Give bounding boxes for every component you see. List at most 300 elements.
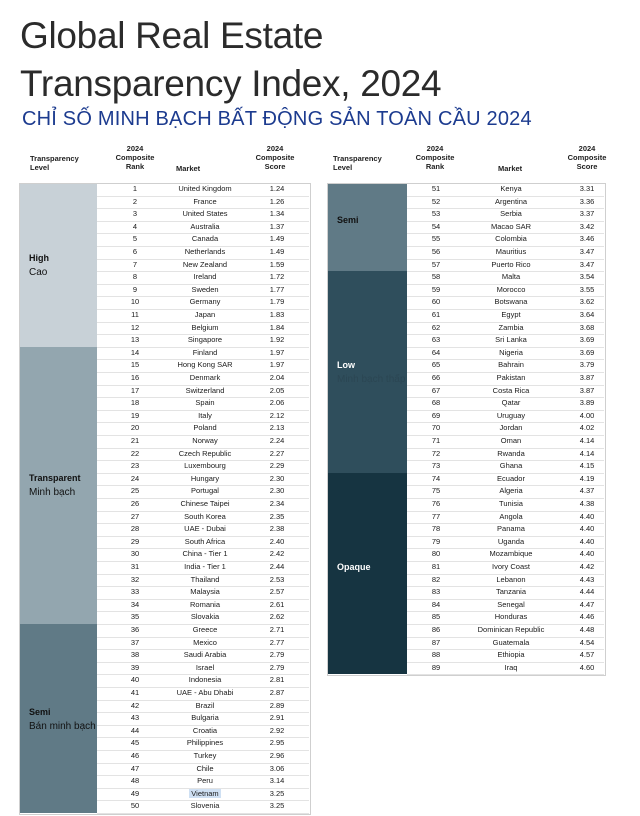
table-row [407, 385, 604, 399]
rank-cell: 64 [431, 347, 441, 357]
header-score-line: Composite [567, 153, 607, 162]
market-cell [159, 448, 251, 461]
rank-cell: 13 [130, 335, 140, 345]
market-cell [459, 322, 563, 335]
table-row [407, 548, 604, 562]
market-cell [159, 586, 251, 599]
market-name: Belgium [191, 322, 219, 332]
market-cell [159, 511, 251, 524]
market-cell [459, 435, 563, 448]
score-cell: 1.37 [269, 221, 285, 231]
group-label-en: Semi [29, 706, 51, 717]
table-row [407, 523, 604, 537]
rank-cell: 86 [431, 625, 441, 634]
market-name: Singapore [187, 335, 223, 345]
score-cell: 2.13 [269, 423, 285, 433]
market-cell [159, 561, 251, 574]
score-cell: 1.83 [269, 310, 285, 319]
score-cell: 2.38 [269, 524, 285, 534]
rank-cell: 78 [431, 524, 441, 534]
score-cell: 2.30 [269, 473, 285, 483]
market-name: Luxembourg [184, 461, 226, 471]
market-name: Qatar [501, 398, 521, 408]
score-cell: 3.89 [579, 398, 595, 408]
score-cell: 1.92 [269, 335, 285, 345]
rank-cell: 22 [130, 448, 140, 458]
header-score-line: Composite [255, 153, 295, 162]
table-row [97, 574, 309, 588]
market-cell [159, 460, 251, 473]
table-row [407, 611, 604, 625]
rank-cell: 6 [132, 247, 138, 256]
rank-cell: 25 [130, 486, 140, 496]
market-cell [459, 561, 563, 574]
market-name: France [193, 196, 217, 206]
market-cell [459, 422, 563, 435]
rank-cell: 87 [431, 637, 441, 647]
market-name: Croatia [192, 725, 218, 735]
market-name: Uruguay [496, 410, 526, 420]
market-name: Slovenia [190, 801, 220, 811]
group-label-en: Transparent [29, 473, 81, 484]
rank-cell: 53 [431, 209, 441, 219]
table-row [97, 435, 309, 449]
market-name: Honduras [494, 612, 528, 622]
header-score-line: 2024 [266, 144, 284, 153]
score-cell: 4.43 [579, 574, 595, 584]
header-rank-right [412, 144, 458, 171]
table-row [97, 611, 309, 625]
market-name: Kenya [500, 184, 522, 193]
market-cell [159, 725, 251, 738]
score-cell: 1.77 [269, 284, 285, 294]
table-row [97, 347, 309, 361]
market-cell [159, 775, 251, 788]
table-row [97, 410, 309, 424]
rank-cell: 52 [431, 196, 441, 206]
market-cell [159, 322, 251, 335]
score-cell: 3.69 [579, 335, 595, 345]
market-cell [459, 271, 563, 284]
score-cell: 4.42 [579, 562, 595, 571]
market-cell [159, 372, 251, 385]
table-row [407, 561, 604, 575]
rank-cell: 12 [130, 322, 140, 332]
market-cell [459, 347, 563, 360]
market-name: Romania [189, 599, 220, 609]
table-row [407, 309, 604, 323]
market-name: India - Tier 1 [184, 562, 226, 571]
market-name: Chile [196, 763, 214, 773]
score-cell: 2.87 [269, 688, 285, 697]
rank-cell: 35 [130, 612, 140, 622]
score-cell: 1.97 [269, 347, 285, 357]
market-cell [459, 385, 563, 398]
rank-cell: 46 [130, 751, 140, 760]
score-cell: 4.37 [579, 486, 595, 496]
rank-cell: 31 [130, 562, 140, 571]
group-label [337, 215, 359, 229]
group-label-en: Opaque [337, 561, 371, 572]
market-name: Tunisia [499, 499, 523, 508]
table-row [407, 460, 604, 474]
table-row [407, 233, 604, 247]
market-name: United States [182, 209, 228, 219]
score-cell: 2.27 [269, 448, 285, 458]
market-cell [159, 737, 251, 750]
market-cell [159, 334, 251, 347]
table-row [97, 183, 309, 197]
rank-cell: 54 [431, 221, 441, 231]
table-row [97, 372, 309, 386]
rank-cell: 32 [130, 574, 140, 584]
score-cell: 3.36 [579, 196, 595, 206]
table-row [407, 599, 604, 613]
rank-cell: 49 [130, 788, 140, 798]
market-cell [159, 599, 251, 612]
score-cell: 3.87 [579, 385, 595, 395]
score-cell: 3.69 [579, 347, 595, 357]
market-name: Algeria [499, 486, 523, 496]
market-cell [159, 347, 251, 360]
group-band-semi [327, 183, 407, 271]
score-cell: 3.64 [579, 310, 595, 319]
score-cell: 2.57 [269, 587, 285, 597]
market-cell [459, 334, 563, 347]
table-row [407, 397, 604, 411]
score-cell: 3.42 [579, 221, 595, 231]
score-cell: 4.46 [579, 612, 595, 622]
market-name: Dominican Republic [477, 625, 545, 634]
table-row [407, 511, 604, 525]
market-name: Iraq [504, 662, 518, 672]
table-row [407, 271, 604, 285]
header-market-right: Market [498, 164, 523, 173]
market-name: Sweden [191, 284, 219, 294]
market-name: Ghana [499, 461, 523, 471]
market-cell [459, 498, 563, 511]
market-name: Zambia [498, 322, 524, 332]
score-cell: 4.02 [579, 423, 595, 433]
table-row [97, 334, 309, 348]
rank-cell: 44 [130, 725, 140, 735]
rank-cell: 27 [130, 511, 140, 521]
table-row [97, 662, 309, 676]
score-cell: 4.40 [579, 524, 595, 534]
header-score-right [564, 144, 610, 171]
rank-cell: 89 [431, 662, 441, 672]
market-cell [459, 183, 563, 196]
market-cell [159, 435, 251, 448]
rank-cell: 36 [130, 625, 140, 634]
score-cell: 2.42 [269, 549, 285, 559]
header-rank-line: Rank [125, 162, 145, 171]
market-name: Czech Republic [178, 448, 232, 458]
market-cell [459, 259, 563, 272]
table-row [97, 233, 309, 247]
market-cell [159, 397, 251, 410]
market-cell [159, 183, 251, 196]
rank-cell: 66 [431, 373, 441, 382]
rank-cell: 42 [130, 700, 140, 710]
market-name: Brazil [195, 700, 215, 710]
score-cell: 4.40 [579, 511, 595, 521]
table-row [97, 309, 309, 323]
group-label [29, 707, 96, 732]
score-cell: 1.72 [269, 272, 285, 282]
rank-cell: 88 [431, 650, 441, 660]
rank-cell: 72 [431, 448, 441, 458]
rank-cell: 70 [431, 423, 441, 433]
header-score-line: 2024 [578, 144, 596, 153]
market-name: Finland [192, 347, 218, 357]
market-name: Angola [499, 511, 523, 521]
market-name: Philippines [186, 738, 224, 748]
group-label-en: Low [337, 359, 355, 370]
market-name: Mexico [193, 637, 217, 647]
market-name: Mauritius [495, 247, 527, 256]
market-cell [459, 624, 563, 637]
table-row [97, 674, 309, 688]
group-label-vi: Bán minh bạch [29, 720, 96, 732]
rank-cell: 57 [431, 259, 441, 269]
market-name: Ecuador [497, 473, 525, 483]
market-cell [159, 574, 251, 587]
rank-cell: 58 [431, 272, 441, 282]
score-cell: 1.24 [269, 184, 285, 193]
rank-cell: 39 [130, 662, 140, 672]
score-cell: 2.05 [269, 385, 285, 395]
rank-cell: 15 [130, 360, 140, 370]
rank-cell: 50 [130, 801, 140, 811]
rank-cell: 33 [130, 587, 140, 597]
table-row [97, 385, 309, 399]
header-rank-line: Rank [425, 162, 445, 171]
score-cell: 2.77 [269, 637, 285, 647]
market-cell [459, 448, 563, 461]
rank-cell: 19 [130, 410, 140, 420]
rank-cell: 74 [431, 473, 441, 483]
score-cell: 3.14 [269, 776, 285, 786]
score-cell: 2.79 [269, 662, 285, 672]
table-row [407, 259, 604, 273]
market-cell [459, 246, 563, 259]
market-name: Jordan [499, 423, 523, 433]
score-cell: 3.68 [579, 322, 595, 332]
market-cell [159, 271, 251, 284]
page-title [20, 12, 441, 108]
table-row [97, 775, 309, 789]
rank-cell: 83 [431, 587, 441, 597]
header-rank-left [112, 144, 158, 171]
table-row [407, 637, 604, 651]
table-row [407, 246, 604, 260]
rank-cell: 69 [431, 410, 441, 420]
header-score-line: Score [264, 162, 286, 171]
market-cell [159, 296, 251, 309]
score-cell: 1.49 [269, 234, 285, 244]
table-row [407, 284, 604, 298]
market-name: Argentina [494, 196, 528, 206]
score-cell: 3.55 [579, 284, 595, 294]
table-row [97, 271, 309, 285]
score-cell: 2.79 [269, 650, 285, 660]
rank-cell: 21 [130, 436, 140, 445]
table-row [407, 485, 604, 499]
rank-cell: 37 [130, 637, 140, 647]
market-name: Bahrain [498, 360, 524, 370]
table-row [407, 183, 604, 197]
table-row [407, 410, 604, 424]
header-rank-line: 2024 [126, 144, 144, 153]
score-cell: 4.48 [579, 625, 595, 634]
table-row [97, 196, 309, 210]
market-name: China - Tier 1 [182, 549, 228, 559]
score-cell: 4.47 [579, 599, 595, 609]
market-cell [459, 233, 563, 246]
market-name: Greece [192, 625, 218, 634]
market-cell [159, 422, 251, 435]
score-cell: 2.40 [269, 536, 285, 546]
score-cell: 2.81 [269, 675, 285, 685]
market-name: Denmark [189, 373, 221, 382]
score-cell: 3.06 [269, 763, 285, 773]
rank-cell: 73 [431, 461, 441, 471]
header-rank-line: Composite [415, 153, 455, 162]
market-name: Egypt [501, 310, 521, 319]
market-cell [459, 196, 563, 209]
score-cell: 4.14 [579, 436, 595, 445]
rank-cell: 79 [431, 536, 441, 546]
table-row [97, 322, 309, 336]
table-row [407, 196, 604, 210]
score-cell: 2.89 [269, 700, 285, 710]
table-row [407, 359, 604, 373]
rank-cell: 62 [431, 322, 441, 332]
market-name: Vietnam [191, 788, 219, 798]
market-cell [159, 687, 251, 700]
market-cell [459, 485, 563, 498]
rank-cell: 28 [130, 524, 140, 534]
market-name: Macao SAR [490, 221, 532, 231]
score-cell: 4.19 [579, 473, 595, 483]
market-cell [159, 259, 251, 272]
group-band-transparent [19, 347, 97, 624]
group-label [337, 562, 371, 576]
market-cell [159, 221, 251, 234]
score-cell: 2.61 [269, 599, 285, 609]
score-cell: 3.62 [579, 297, 595, 307]
market-name: Tanzania [495, 587, 527, 597]
market-name: South Africa [184, 536, 226, 546]
rank-cell: 23 [130, 461, 140, 471]
rank-cell: 84 [431, 599, 441, 609]
market-name: Sri Lanka [495, 335, 527, 345]
market-cell [159, 712, 251, 725]
table-row [97, 737, 309, 751]
market-name: Italy [198, 410, 212, 420]
market-cell [159, 750, 251, 763]
market-cell [159, 536, 251, 549]
table-row [97, 359, 309, 373]
table-row [97, 246, 309, 260]
table-row [97, 712, 309, 726]
table-row [97, 448, 309, 462]
rank-cell: 26 [130, 499, 140, 508]
rank-cell: 18 [130, 398, 140, 408]
score-cell: 2.04 [269, 373, 285, 382]
market-cell [459, 611, 563, 624]
table-row [407, 498, 604, 512]
score-cell: 4.15 [579, 461, 595, 471]
header-score-left [252, 144, 298, 171]
score-cell: 2.62 [269, 612, 285, 622]
market-cell [459, 649, 563, 662]
score-cell: 1.34 [269, 209, 285, 219]
market-cell [459, 309, 563, 322]
rank-cell: 1 [132, 184, 138, 193]
rank-cell: 29 [130, 536, 140, 546]
rank-cell: 82 [431, 574, 441, 584]
market-cell [159, 233, 251, 246]
header-level-line: Transparency [333, 154, 382, 163]
score-cell: 3.79 [579, 360, 595, 370]
market-name: Uganda [497, 536, 525, 546]
rank-cell: 80 [431, 549, 441, 559]
market-cell [159, 649, 251, 662]
market-name: Switzerland [185, 385, 225, 395]
score-cell: 3.87 [579, 373, 595, 382]
market-cell [459, 410, 563, 423]
rank-cell: 60 [431, 297, 441, 307]
market-name: Israel [195, 662, 215, 672]
market-cell [459, 473, 563, 486]
table-row [97, 637, 309, 651]
group-band-opaque [327, 473, 407, 675]
market-cell [159, 637, 251, 650]
table-row [97, 523, 309, 537]
market-cell [159, 763, 251, 776]
rank-cell: 9 [132, 284, 138, 294]
score-cell: 2.96 [269, 751, 285, 760]
group-label-vi: Minh bạch [29, 487, 76, 499]
score-cell: 2.12 [269, 410, 285, 420]
table-row [407, 372, 604, 386]
market-name: Puerto Rico [491, 259, 531, 269]
market-cell [159, 359, 251, 372]
market-name: Bulgaria [191, 713, 219, 723]
market-name: Morocco [496, 284, 526, 294]
score-cell: 3.54 [579, 272, 595, 282]
market-name: Hungary [190, 473, 220, 483]
market-cell [459, 460, 563, 473]
group-label [29, 253, 49, 278]
rank-cell: 16 [130, 373, 140, 382]
market-cell [159, 246, 251, 259]
score-cell: 4.40 [579, 549, 595, 559]
market-cell [159, 473, 251, 486]
market-name: Guatemala [492, 637, 530, 647]
market-name: Norway [192, 436, 218, 445]
title-line-2: Transparency Index, 2024 [20, 63, 442, 104]
group-label-vi: Minh bạch thấp [337, 373, 406, 385]
market-name: Mozambique [489, 549, 533, 559]
market-cell [159, 284, 251, 297]
rank-cell: 45 [130, 738, 140, 748]
market-cell [159, 800, 251, 813]
score-cell: 2.29 [269, 461, 285, 471]
market-name: Saudi Arabia [183, 650, 227, 660]
